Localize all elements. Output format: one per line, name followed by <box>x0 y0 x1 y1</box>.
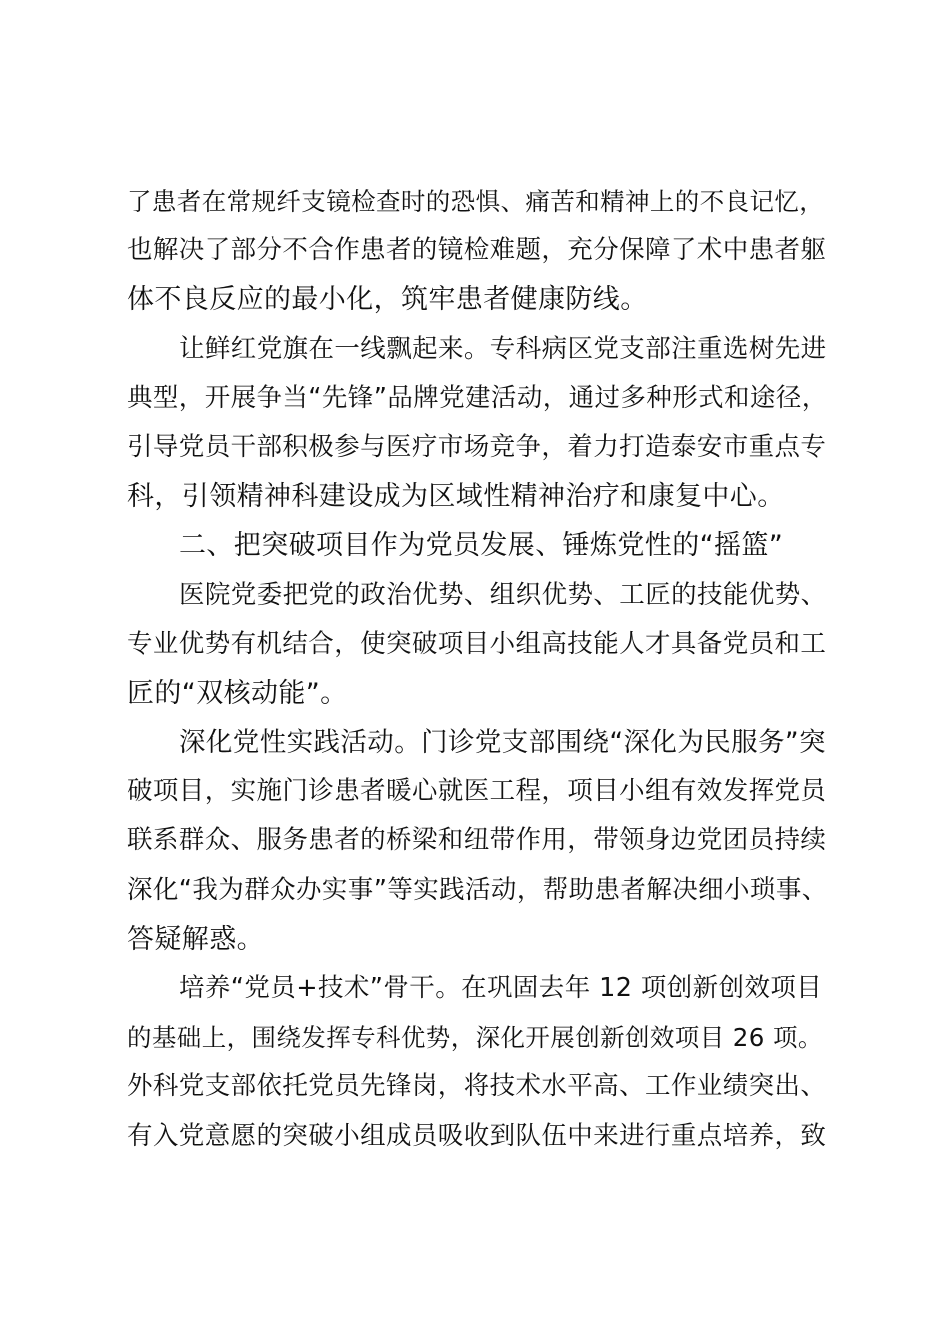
text-line-2: 也解决了部分不合作患者的镜检难题，充分保障了术中患者躯 <box>127 235 827 266</box>
text-line-20: 有入党意愿的突破小组成员吸收到队伍中来进行重点培养，致 <box>127 1120 827 1151</box>
text-line-13: 破项目，实施门诊患者暖心就医工程，项目小组有效发挥党员 <box>127 776 827 807</box>
text-line-7: 科，引领精神科建设成为区域性精神治疗和康复中心。 <box>127 481 785 513</box>
text-line-17: 培养“党员+技术”骨干。在巩固去年 12 项创新创效项目 <box>179 973 823 1003</box>
text-line-9: 医院党委把党的政治优势、组织优势、工匠的技能优势、 <box>179 579 827 610</box>
text-line-18: 的基础上，围绕发挥专科优势，深化开展创新创效项目 26 项。 <box>127 1023 823 1053</box>
text-line-6: 引导党员干部积极参与医疗市场竞争，着力打造泰安市重点专 <box>127 431 827 462</box>
text-line-10: 专业优势有机结合，使突破项目小组高技能人才具备党员和工 <box>127 628 827 659</box>
text-line-1: 了患者在常规纤支镜检查时的恐惧、痛苦和精神上的不良记忆， <box>127 187 825 216</box>
text-line-12: 深化党性实践活动。门诊党支部围绕“深化为民服务”突 <box>179 727 826 759</box>
text-line-19: 外科党支部依托党员先锋岗，将技术水平高、工作业绩突出、 <box>127 1071 827 1102</box>
text-line-15: 深化“我为群众办实事”等实践活动，帮助患者解决细小琐事、 <box>127 874 828 905</box>
text-line-5: 典型，开展争当“先锋”品牌党建活动，通过多种形式和途径， <box>127 382 828 413</box>
text-line-4: 让鲜红党旗在一线飘起来。专科病区党支部注重选树先进 <box>179 333 827 364</box>
document-body <box>127 177 827 1161</box>
text-line-16: 答疑解惑。 <box>127 923 264 955</box>
text-line-11: 匠的“双核动能”。 <box>127 677 348 709</box>
section-heading: 二、把突破项目作为党员发展、锤炼党性的“摇篮” <box>179 530 784 562</box>
text-line-14: 联系群众、服务患者的桥梁和纽带作用，带领身边党团员持续 <box>127 825 827 856</box>
text-line-3: 体不良反应的最小化，筑牢患者健康防线。 <box>127 284 648 316</box>
